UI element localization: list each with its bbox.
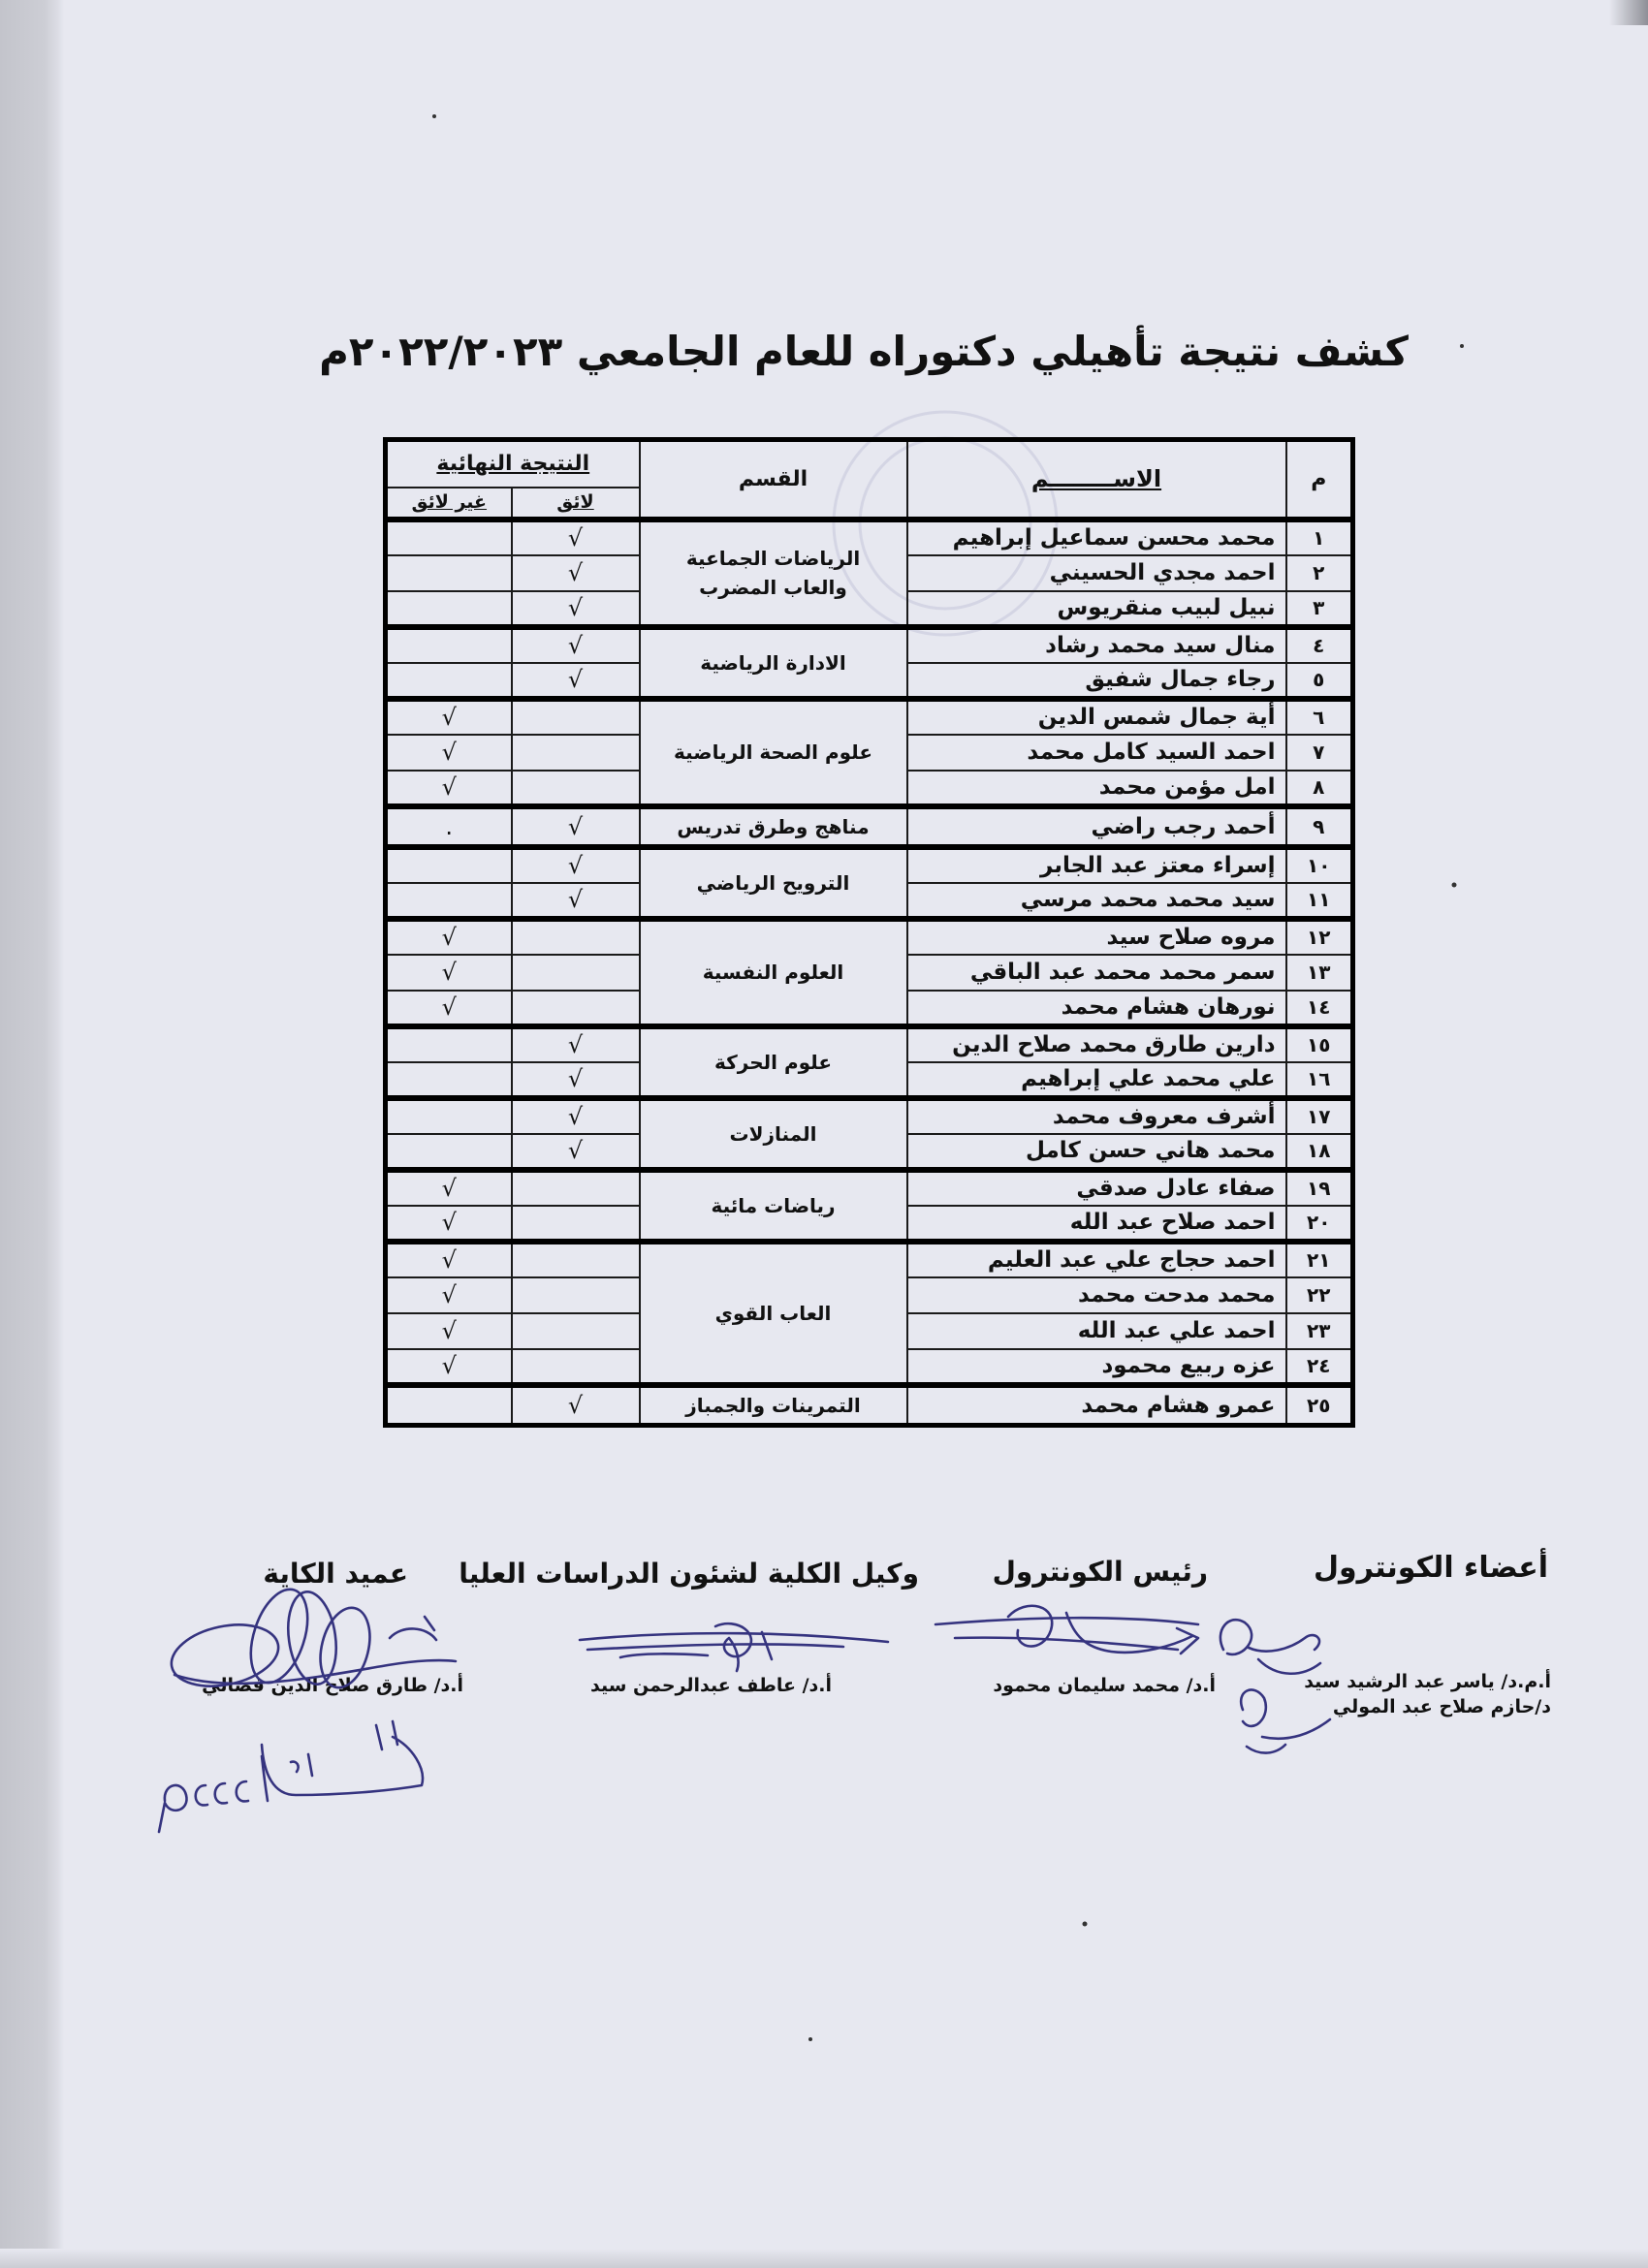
pass-mark-cell: √ xyxy=(512,520,640,555)
fail-mark-cell: √ xyxy=(386,771,512,806)
row-number-cell: ١٥ xyxy=(1286,1026,1353,1062)
row-number-cell: ٢١ xyxy=(1286,1242,1353,1277)
row-number-cell: ٢ xyxy=(1286,555,1353,591)
student-name-cell: إسراء معتز عبد الجابر xyxy=(907,847,1286,883)
control-members-title: أعضاء الكونترول xyxy=(1313,1551,1548,1585)
pass-mark-cell xyxy=(512,991,640,1026)
department-group xyxy=(386,806,1353,847)
department-group xyxy=(386,919,1353,1026)
table-row xyxy=(386,699,1353,735)
department-cell: الادارة الرياضية xyxy=(640,627,907,699)
row-number-cell: ١١ xyxy=(1286,883,1353,919)
department-group xyxy=(386,847,1353,919)
fail-mark-cell xyxy=(386,1062,512,1098)
student-name-cell: عمرو هشام محمد xyxy=(907,1385,1286,1426)
fail-mark-cell: √ xyxy=(386,1277,512,1313)
results-table-container xyxy=(383,437,1355,1428)
number-header: م xyxy=(1286,440,1353,520)
student-name-cell: نبيل لبيب منقريوس xyxy=(907,591,1286,627)
row-number-cell: ٨ xyxy=(1286,771,1353,806)
row-number-cell: ١٠ xyxy=(1286,847,1353,883)
pass-mark-cell xyxy=(512,1242,640,1277)
control-head-name: أ.د/ محمد سليمان محمود xyxy=(993,1675,1216,1696)
row-number-cell: ٢٤ xyxy=(1286,1349,1353,1385)
pass-mark-cell xyxy=(512,1206,640,1242)
row-number-cell: ١٣ xyxy=(1286,955,1353,991)
row-number-cell: ١٧ xyxy=(1286,1098,1353,1134)
row-number-cell: ١٨ xyxy=(1286,1134,1353,1170)
department-group xyxy=(386,1170,1353,1242)
final-result-header: النتيجة النهائية xyxy=(386,440,640,488)
fail-mark-cell xyxy=(386,520,512,555)
control-member-name: أ.م.د/ ياسر عبد الرشيد سيد xyxy=(1304,1671,1551,1692)
pass-mark-cell: √ xyxy=(512,1062,640,1098)
fail-mark-cell xyxy=(386,555,512,591)
table-row xyxy=(386,1242,1353,1277)
pass-mark-cell: √ xyxy=(512,883,640,919)
row-number-cell: ٢٠ xyxy=(1286,1206,1353,1242)
student-name-cell: أية جمال شمس الدين xyxy=(907,699,1286,735)
pass-mark-cell xyxy=(512,955,640,991)
department-group xyxy=(386,1098,1353,1170)
student-name-cell: سمر محمد محمد عبد الباقي xyxy=(907,955,1286,991)
pass-mark-cell: √ xyxy=(512,806,640,847)
fail-mark-cell: . xyxy=(386,806,512,847)
department-cell: التمرينات والجمباز xyxy=(640,1385,907,1426)
dean-handwritten-date xyxy=(159,1754,312,1832)
row-number-cell: ١٩ xyxy=(1286,1170,1353,1206)
student-name-cell: احمد السيد كامل محمد xyxy=(907,735,1286,771)
row-number-cell: ٢٢ xyxy=(1286,1277,1353,1313)
student-name-cell: احمد علي عبد الله xyxy=(907,1313,1286,1349)
student-name-cell: سيد محمد محمد مرسي xyxy=(907,883,1286,919)
pass-mark-cell: √ xyxy=(512,1026,640,1062)
fail-mark-cell: √ xyxy=(386,1170,512,1206)
department-cell: المنازلات xyxy=(640,1098,907,1170)
row-number-cell: ٢٣ xyxy=(1286,1313,1353,1349)
pass-mark-cell: √ xyxy=(512,1385,640,1426)
table-row xyxy=(386,1170,1353,1206)
pass-mark-cell xyxy=(512,771,640,806)
fail-mark-cell xyxy=(386,1134,512,1170)
department-group xyxy=(386,1385,1353,1426)
student-name-cell: رجاء جمال شفيق xyxy=(907,663,1286,699)
department-cell: علوم الحركة xyxy=(640,1026,907,1098)
fail-mark-cell xyxy=(386,663,512,699)
document-title: كشف نتيجة تأهيلي دكتوراه للعام الجامعي ٢٠٢٢/٢٠٢٣م xyxy=(319,328,1409,375)
pass-mark-cell xyxy=(512,1170,640,1206)
table-row xyxy=(386,1098,1353,1134)
fail-mark-cell xyxy=(386,627,512,663)
pass-mark-cell: √ xyxy=(512,627,640,663)
department-group xyxy=(386,520,1353,627)
student-name-cell: محمد هاني حسن كامل xyxy=(907,1134,1286,1170)
table-row xyxy=(386,1385,1353,1426)
scan-corner-shadow xyxy=(1609,0,1648,25)
student-name-cell: علي محمد علي إبراهيم xyxy=(907,1062,1286,1098)
department-group xyxy=(386,627,1353,699)
dean-title: عميد الكاية xyxy=(263,1558,408,1590)
row-number-cell: ٣ xyxy=(1286,591,1353,627)
fail-mark-cell xyxy=(386,1026,512,1062)
fail-mark-cell: √ xyxy=(386,699,512,735)
pass-mark-cell xyxy=(512,1277,640,1313)
scan-bottom-margin xyxy=(0,2249,1648,2268)
row-number-cell: ١٦ xyxy=(1286,1062,1353,1098)
pass-mark-cell xyxy=(512,919,640,955)
row-number-cell: ٤ xyxy=(1286,627,1353,663)
fail-mark-cell: √ xyxy=(386,1313,512,1349)
table-row xyxy=(386,847,1353,883)
vice-dean-name: أ.د/ عاطف عبدالرحمن سيد xyxy=(589,1675,832,1696)
dean-name: أ.د/ طارق صلاح الدين فضالي xyxy=(202,1675,463,1696)
department-group xyxy=(386,699,1353,806)
fail-mark-cell: √ xyxy=(386,1242,512,1277)
fail-mark-cell: √ xyxy=(386,955,512,991)
control-head-signature xyxy=(935,1606,1198,1654)
control-member-name: د/حازم صلاح عبد المولي xyxy=(1332,1696,1551,1717)
student-name-cell: نورهان هشام محمد xyxy=(907,991,1286,1026)
vice-dean-title: وكيل الكلية لشئون الدراسات العليا xyxy=(459,1558,919,1590)
student-name-cell: احمد حجاج علي عبد العليم xyxy=(907,1242,1286,1277)
pass-mark-cell: √ xyxy=(512,847,640,883)
row-number-cell: ٦ xyxy=(1286,699,1353,735)
student-name-cell: منال سيد محمد رشاد xyxy=(907,627,1286,663)
results-table xyxy=(383,437,1355,1428)
row-number-cell: ٢٥ xyxy=(1286,1385,1353,1426)
student-name-cell: أشرف معروف محمد xyxy=(907,1098,1286,1134)
student-name-cell: صفاء عادل صدقي xyxy=(907,1170,1286,1206)
row-number-cell: ١٤ xyxy=(1286,991,1353,1026)
student-name-cell: احمد مجدي الحسيني xyxy=(907,555,1286,591)
pass-mark-cell xyxy=(512,735,640,771)
pass-mark-cell xyxy=(512,699,640,735)
name-header: الاســــــــم xyxy=(907,440,1286,520)
student-name-cell: عزه ربيع محمود xyxy=(907,1349,1286,1385)
fail-mark-cell xyxy=(386,1098,512,1134)
table-row xyxy=(386,520,1353,555)
department-cell: الترويح الرياضي xyxy=(640,847,907,919)
speck xyxy=(1083,1922,1088,1927)
student-name-cell: أحمد رجب راضي xyxy=(907,806,1286,847)
table-header xyxy=(386,440,1353,520)
table-row xyxy=(386,627,1353,663)
pass-header: لائق xyxy=(512,488,640,520)
student-name-cell: مروه صلاح سيد xyxy=(907,919,1286,955)
fail-mark-cell xyxy=(386,883,512,919)
pass-mark-cell: √ xyxy=(512,1134,640,1170)
speck xyxy=(808,2037,812,2041)
scan-left-margin xyxy=(0,0,64,2268)
pass-mark-cell: √ xyxy=(512,555,640,591)
pass-mark-cell: √ xyxy=(512,591,640,627)
table-row xyxy=(386,1026,1353,1062)
speck xyxy=(432,114,436,118)
fail-mark-cell xyxy=(386,1385,512,1426)
vice-dean-signature xyxy=(580,1623,888,1671)
fail-mark-cell xyxy=(386,847,512,883)
student-name-cell: محمد مدحت محمد xyxy=(907,1277,1286,1313)
department-group xyxy=(386,1242,1353,1385)
fail-mark-cell: √ xyxy=(386,919,512,955)
row-number-cell: ١٢ xyxy=(1286,919,1353,955)
department-cell: رياضات مائية xyxy=(640,1170,907,1242)
department-cell: علوم الصحة الرياضية xyxy=(640,699,907,806)
pass-mark-cell: √ xyxy=(512,1098,640,1134)
header-row xyxy=(386,440,1353,488)
department-cell: مناهج وطرق تدريس xyxy=(640,806,907,847)
fail-header: غير لائق xyxy=(386,488,512,520)
department-group xyxy=(386,1026,1353,1098)
row-number-cell: ١ xyxy=(1286,520,1353,555)
department-header: القسم xyxy=(640,440,907,520)
table-row xyxy=(386,919,1353,955)
fail-mark-cell: √ xyxy=(386,991,512,1026)
pass-mark-cell xyxy=(512,1349,640,1385)
control-head-title: رئيس الكونترول xyxy=(992,1556,1208,1588)
table-row xyxy=(386,806,1353,847)
department-cell: الرياضات الجماعية والعاب المضرب xyxy=(640,520,907,627)
row-number-cell: ٩ xyxy=(1286,806,1353,847)
student-name-cell: احمد صلاح عبد الله xyxy=(907,1206,1286,1242)
fail-mark-cell: √ xyxy=(386,1206,512,1242)
pass-mark-cell xyxy=(512,1313,640,1349)
department-cell: العلوم النفسية xyxy=(640,919,907,1026)
fail-mark-cell: √ xyxy=(386,735,512,771)
fail-mark-cell xyxy=(386,591,512,627)
row-number-cell: ٥ xyxy=(1286,663,1353,699)
student-name-cell: امل مؤمن محمد xyxy=(907,771,1286,806)
department-cell: العاب القوي xyxy=(640,1242,907,1385)
fail-mark-cell: √ xyxy=(386,1349,512,1385)
pass-mark-cell: √ xyxy=(512,663,640,699)
row-number-cell: ٧ xyxy=(1286,735,1353,771)
speck xyxy=(1452,883,1457,888)
student-name-cell: محمد محسن سماعيل إبراهيم xyxy=(907,520,1286,555)
student-name-cell: دارين طارق محمد صلاح الدين xyxy=(907,1026,1286,1062)
